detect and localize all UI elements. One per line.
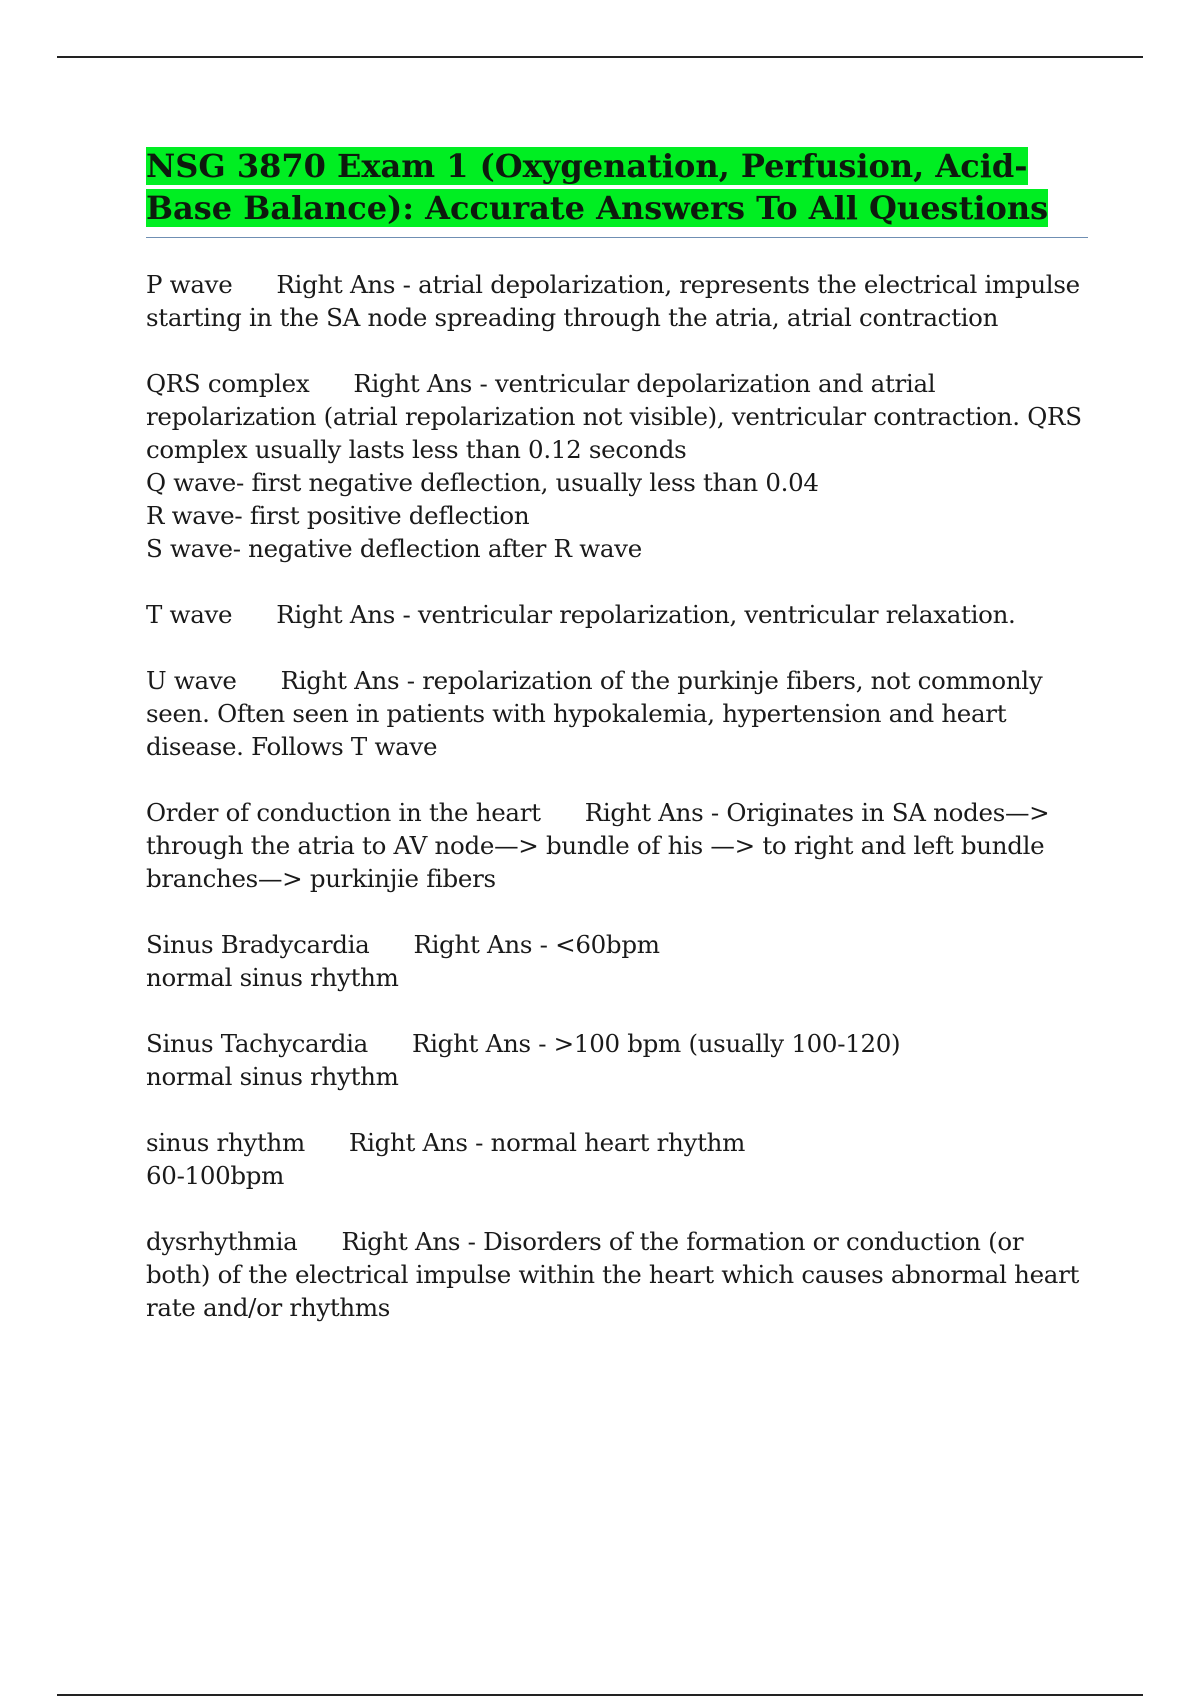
document-title	[146, 145, 1088, 229]
qa-extra-line: normal sinus rhythm	[146, 963, 399, 992]
qa-term: T wave	[146, 600, 233, 629]
qa-entry	[146, 1027, 1088, 1093]
document-body	[146, 145, 1088, 1357]
qa-entry	[146, 1126, 1088, 1192]
qa-extra-line: normal sinus rhythm	[146, 1062, 399, 1091]
page-top-rule	[57, 56, 1143, 58]
qa-extra-line: 60-100bpm	[146, 1161, 285, 1190]
document-title-text: NSG 3870 Exam 1 (Oxygenation, Perfusion, Acid-Base Balance): Accurate Answers To All Questions	[146, 147, 1049, 227]
qa-extra-line: R wave- first positive deflection	[146, 501, 530, 530]
qa-extra-line: S wave- negative deflection after R wave	[146, 534, 642, 563]
qa-entry	[146, 598, 1088, 631]
page-bottom-rule	[57, 1694, 1143, 1696]
qa-answer: Right Ans - Originates in SA nodes—> through the atria to AV node—> bundle of his —> to right and left bundle branches—> purkinjie fibers	[146, 798, 1050, 893]
qa-term: Sinus Bradycardia	[146, 930, 370, 959]
qa-term: Order of conduction in the heart	[146, 798, 541, 827]
qa-answer: Right Ans - Disorders of the formation or conduction (or both) of the electrical impulse within the heart which causes abnormal heart rate and/or rhythms	[146, 1227, 1080, 1322]
qa-term: U wave	[146, 666, 237, 695]
qa-answer: Right Ans - repolarization of the purkinje fibers, not commonly seen. Often seen in patients with hypokalemia, hypertension and heart disease. Follows T wave	[146, 666, 1043, 761]
qa-term: dysrhythmia	[146, 1227, 298, 1256]
qa-term: P wave	[146, 270, 233, 299]
qa-entry	[146, 664, 1088, 763]
qa-term: Sinus Tachycardia	[146, 1029, 368, 1058]
qa-entry	[146, 796, 1088, 895]
qa-entry	[146, 268, 1088, 334]
qa-answer: Right Ans - <60bpm	[413, 930, 660, 959]
qa-answer: Right Ans - atrial depolarization, represents the electrical impulse starting in the SA node spreading through the atria, atrial contraction	[146, 270, 1080, 332]
qa-entry	[146, 367, 1088, 565]
qa-term: sinus rhythm	[146, 1128, 305, 1157]
qa-answer: Right Ans - ventricular repolarization, ventricular relaxation.	[276, 600, 1016, 629]
qa-answer: Right Ans - >100 bpm (usually 100-120)	[412, 1029, 901, 1058]
qa-entry	[146, 928, 1088, 994]
title-block	[146, 145, 1088, 238]
qa-answer: Right Ans - ventricular depolarization and atrial repolarization (atrial repolarization not visible), ventricular contraction. QRS complex usually lasts less than 0.12 seconds	[146, 369, 1082, 464]
qa-term: QRS complex	[146, 369, 310, 398]
qa-entry	[146, 1225, 1088, 1324]
qa-answer: Right Ans - normal heart rhythm	[348, 1128, 746, 1157]
qa-extra-line: Q wave- first negative deflection, usually less than 0.04	[146, 468, 819, 497]
qa-list	[146, 268, 1088, 1324]
